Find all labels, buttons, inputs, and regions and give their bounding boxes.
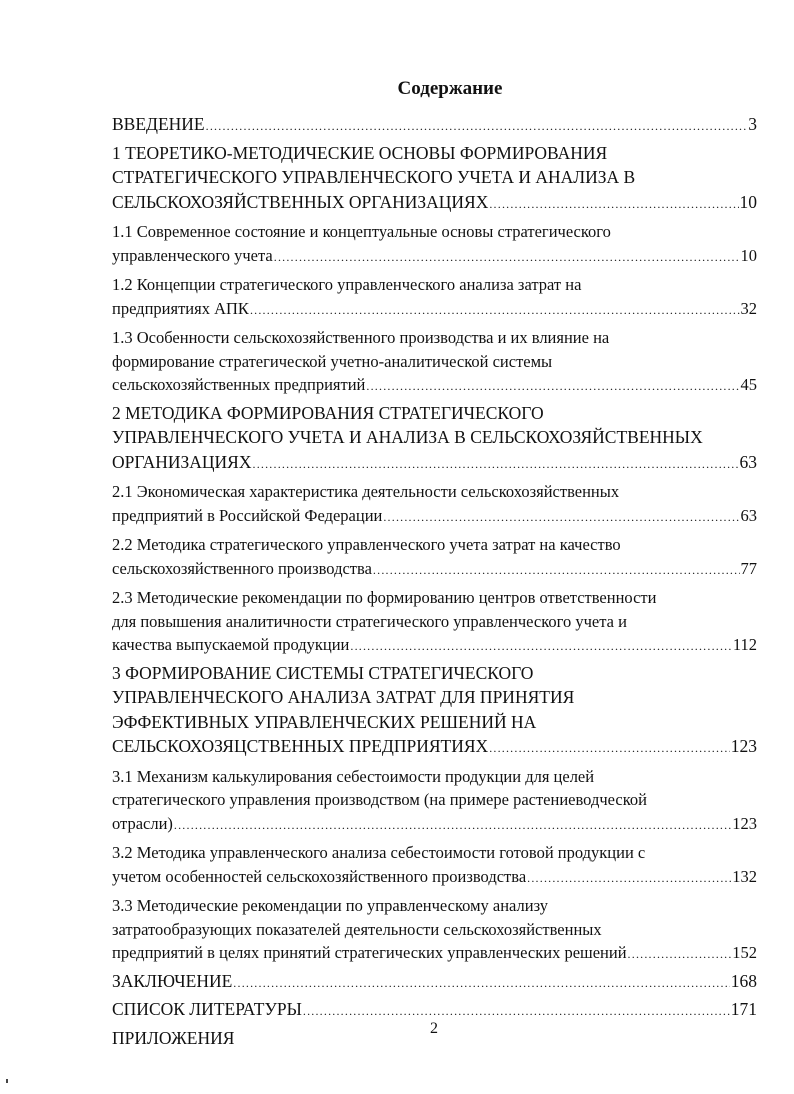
toc-entry-title: управленческого учета bbox=[112, 245, 273, 265]
toc-entry-line: 1.2 Концепции стратегического управленческого анализа затрат на bbox=[112, 275, 582, 294]
toc-entry-last-line bbox=[112, 633, 757, 659]
toc-entry-line: ЭФФЕКТИВНЫХ УПРАВЛЕНЧЕСКИХ РЕШЕНИЙ НА bbox=[112, 711, 537, 732]
toc-entry-last-line bbox=[112, 373, 757, 399]
toc-entry-title: учетом особенностей сельскохозяйственного производства bbox=[112, 866, 527, 886]
toc-page-number: 168 bbox=[730, 970, 757, 991]
toc-page-number: 123 bbox=[732, 813, 757, 833]
toc-page-number: 63 bbox=[739, 451, 757, 472]
toc-page-number: 10 bbox=[739, 191, 757, 212]
toc-entry-line: формирование стратегической учетно-аналитической системы bbox=[112, 351, 553, 371]
page-title: Содержание bbox=[397, 78, 503, 99]
scan-artifact bbox=[6, 1079, 8, 1083]
toc-entry bbox=[112, 765, 757, 838]
toc-entry bbox=[112, 533, 757, 582]
toc-entry-line: для повышения аналитичности стратегического управленческого учета и bbox=[112, 611, 627, 631]
toc-entry bbox=[112, 112, 757, 139]
toc-entry-title: СЕЛЬСКОХОЗЯЙСТВЕННЫХ ОРГАНИЗАЦИЯХ bbox=[112, 191, 489, 212]
toc-entry-last-line bbox=[112, 112, 757, 139]
toc-entry-line: 3.2 Методика управленческого анализа себестоимости готовой продукции с bbox=[112, 843, 646, 862]
toc-entry-line: 1 ТЕОРЕТИКО-МЕТОДИЧЕСКИЕ ОСНОВЫ ФОРМИРОВАНИЯ bbox=[112, 142, 608, 163]
toc-entry bbox=[112, 220, 757, 269]
toc-entry-title: предприятиях АПК bbox=[112, 298, 249, 318]
dot-leader bbox=[274, 246, 740, 270]
toc-entry-line: 2.2 Методика стратегического управленческого учета затрат на качество bbox=[112, 535, 621, 554]
dot-leader bbox=[250, 299, 740, 323]
toc-entry-title: ПРИЛОЖЕНИЯ bbox=[112, 1027, 235, 1048]
toc-entry-line: УПРАВЛЕНЧЕСКОГО УЧЕТА И АНАЛИЗА В СЕЛЬСКОХОЗЯЙСТВЕННЫХ bbox=[112, 427, 703, 447]
toc-entry-title: сельскохозяйственного производства bbox=[112, 558, 372, 578]
toc-entry-last-line bbox=[112, 557, 757, 583]
dot-leader bbox=[253, 452, 739, 477]
page-number: 2 bbox=[430, 1020, 438, 1037]
toc-entry bbox=[112, 401, 757, 477]
toc-entry-line: 3.1 Механизм калькулирования себестоимости продукции для целей bbox=[112, 766, 595, 786]
toc-entry-title: ЗАКЛЮЧЕНИЕ bbox=[112, 970, 233, 991]
table-of-contents bbox=[112, 112, 757, 1050]
dot-leader bbox=[383, 506, 739, 530]
toc-entry-title: СПИСОК ЛИТЕРАТУРЫ bbox=[112, 999, 302, 1019]
toc-entry-line: 2.3 Методические рекомендации по формированию центров ответственности bbox=[112, 588, 657, 607]
toc-entry-title: сельскохозяйственных предприятий bbox=[112, 375, 366, 394]
toc-entry-line: СТРАТЕГИЧЕСКОГО УПРАВЛЕНЧЕСКОГО УЧЕТА И АНАЛИЗА В bbox=[112, 167, 636, 187]
toc-entry-title: предприятий в Российской Федерации bbox=[112, 505, 383, 525]
toc-entry bbox=[112, 141, 757, 217]
dot-leader bbox=[527, 867, 731, 891]
toc-entry bbox=[112, 894, 757, 967]
toc-entry-last-line bbox=[112, 244, 757, 270]
toc-entry-title: ВВЕДЕНИЕ bbox=[112, 114, 205, 134]
toc-entry bbox=[112, 326, 757, 399]
toc-entry-line: затратообразующих показателей деятельности сельскохозяйственных bbox=[112, 919, 602, 939]
dot-leader bbox=[489, 192, 738, 217]
toc-entry-title: ОРГАНИЗАЦИЯХ bbox=[112, 451, 252, 472]
toc-entry-line: 3.3 Методические рекомендации по управленческому анализу bbox=[112, 896, 549, 915]
dot-leader bbox=[206, 114, 748, 139]
toc-entry-last-line bbox=[112, 450, 757, 477]
toc-entry-last-line bbox=[112, 190, 757, 217]
toc-entry-line: 1.1 Современное состояние и концептуальные основы стратегического bbox=[112, 222, 611, 241]
toc-page-number: 63 bbox=[740, 505, 757, 525]
dot-leader bbox=[489, 736, 730, 761]
toc-entry-line: 2.1 Экономическая характеристика деятельности сельскохозяйственных bbox=[112, 482, 620, 501]
toc-entry-title: качества выпускаемой продукции bbox=[112, 635, 350, 654]
toc-entry-line: УПРАВЛЕНЧЕСКОГО АНАЛИЗА ЗАТРАТ ДЛЯ ПРИНЯТИЯ bbox=[112, 687, 575, 707]
toc-entry-last-line bbox=[112, 865, 757, 891]
toc-entry-last-line bbox=[112, 941, 757, 967]
toc-entry-last-line bbox=[112, 812, 757, 838]
toc-page-number: 171 bbox=[730, 999, 757, 1019]
toc-entry bbox=[112, 480, 757, 529]
dot-leader bbox=[350, 635, 731, 659]
toc-entry-title: СЕЛЬСКОХОЗЯЦСТВЕННЫХ ПРЕДПРИЯТИЯХ bbox=[112, 736, 489, 756]
toc-page-number: 132 bbox=[732, 866, 757, 886]
dot-leader bbox=[174, 814, 731, 838]
toc-entry bbox=[112, 969, 757, 996]
dot-leader bbox=[366, 375, 739, 399]
toc-entry-line: 3 ФОРМИРОВАНИЕ СИСТЕМЫ СТРАТЕГИЧЕСКОГО bbox=[112, 662, 534, 683]
toc-page-number: 10 bbox=[740, 245, 757, 265]
toc-page-number: 77 bbox=[740, 558, 757, 578]
toc-page-number: 123 bbox=[730, 736, 757, 756]
toc-page-number: 3 bbox=[748, 114, 757, 134]
toc-entry-line: стратегического управления производством (на примере растениеводческой bbox=[112, 790, 647, 809]
toc-entry bbox=[112, 273, 757, 322]
toc-entry bbox=[112, 586, 757, 659]
toc-entry-line: 2 МЕТОДИКА ФОРМИРОВАНИЯ СТРАТЕГИЧЕСКОГО bbox=[112, 402, 544, 423]
toc-entry bbox=[112, 661, 757, 761]
toc-entry-last-line bbox=[112, 969, 757, 996]
toc-entry-line: 1.3 Особенности сельскохозяйственного производства и их влияние на bbox=[112, 328, 610, 347]
toc-page-number: 152 bbox=[732, 943, 757, 962]
dot-leader bbox=[233, 971, 729, 996]
toc-entry-title: отрасли) bbox=[112, 813, 173, 833]
toc-page-number: 112 bbox=[732, 635, 757, 654]
toc-entry-title: предприятий в целях принятий стратегических управленческих решений bbox=[112, 943, 627, 962]
toc-entry-last-line bbox=[112, 734, 757, 761]
dot-leader bbox=[628, 943, 732, 967]
dot-leader bbox=[373, 559, 740, 583]
toc-page-number: 32 bbox=[740, 298, 757, 318]
toc-page-number: 45 bbox=[740, 375, 757, 394]
toc-entry-last-line bbox=[112, 504, 757, 530]
toc-entry bbox=[112, 841, 757, 890]
toc-entry-last-line bbox=[112, 297, 757, 323]
